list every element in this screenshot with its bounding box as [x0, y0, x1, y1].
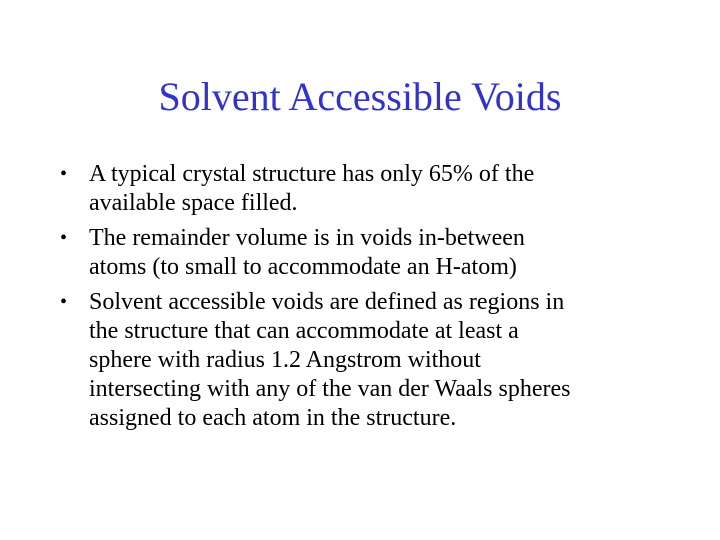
bullet-line: the structure that can accommodate at least a [89, 318, 519, 344]
bullet-marker-icon: • [60, 291, 68, 313]
bullet-line: Solvent accessible voids are defined as regions in [89, 289, 565, 315]
bullet-line: The remainder volume is in voids in-between [89, 225, 525, 251]
bullet-list [60, 160, 680, 439]
bullet-line: A typical crystal structure has only 65% of the [89, 161, 535, 187]
bullet-line: sphere with radius 1.2 Angstrom without [89, 347, 481, 373]
bullet-item [60, 288, 680, 433]
bullet-marker-icon: • [60, 163, 68, 185]
bullet-marker-icon: • [60, 227, 68, 249]
bullet-line: atoms (to small to accommodate an H-atom) [89, 254, 517, 280]
bullet-line: assigned to each atom in the structure. [89, 405, 457, 431]
bullet-item [60, 160, 680, 218]
bullet-item [60, 224, 680, 282]
bullet-line: available space filled. [89, 190, 298, 216]
slide-title: Solvent Accessible Voids [158, 74, 562, 119]
bullet-line: intersecting with any of the van der Waals spheres [89, 376, 571, 402]
